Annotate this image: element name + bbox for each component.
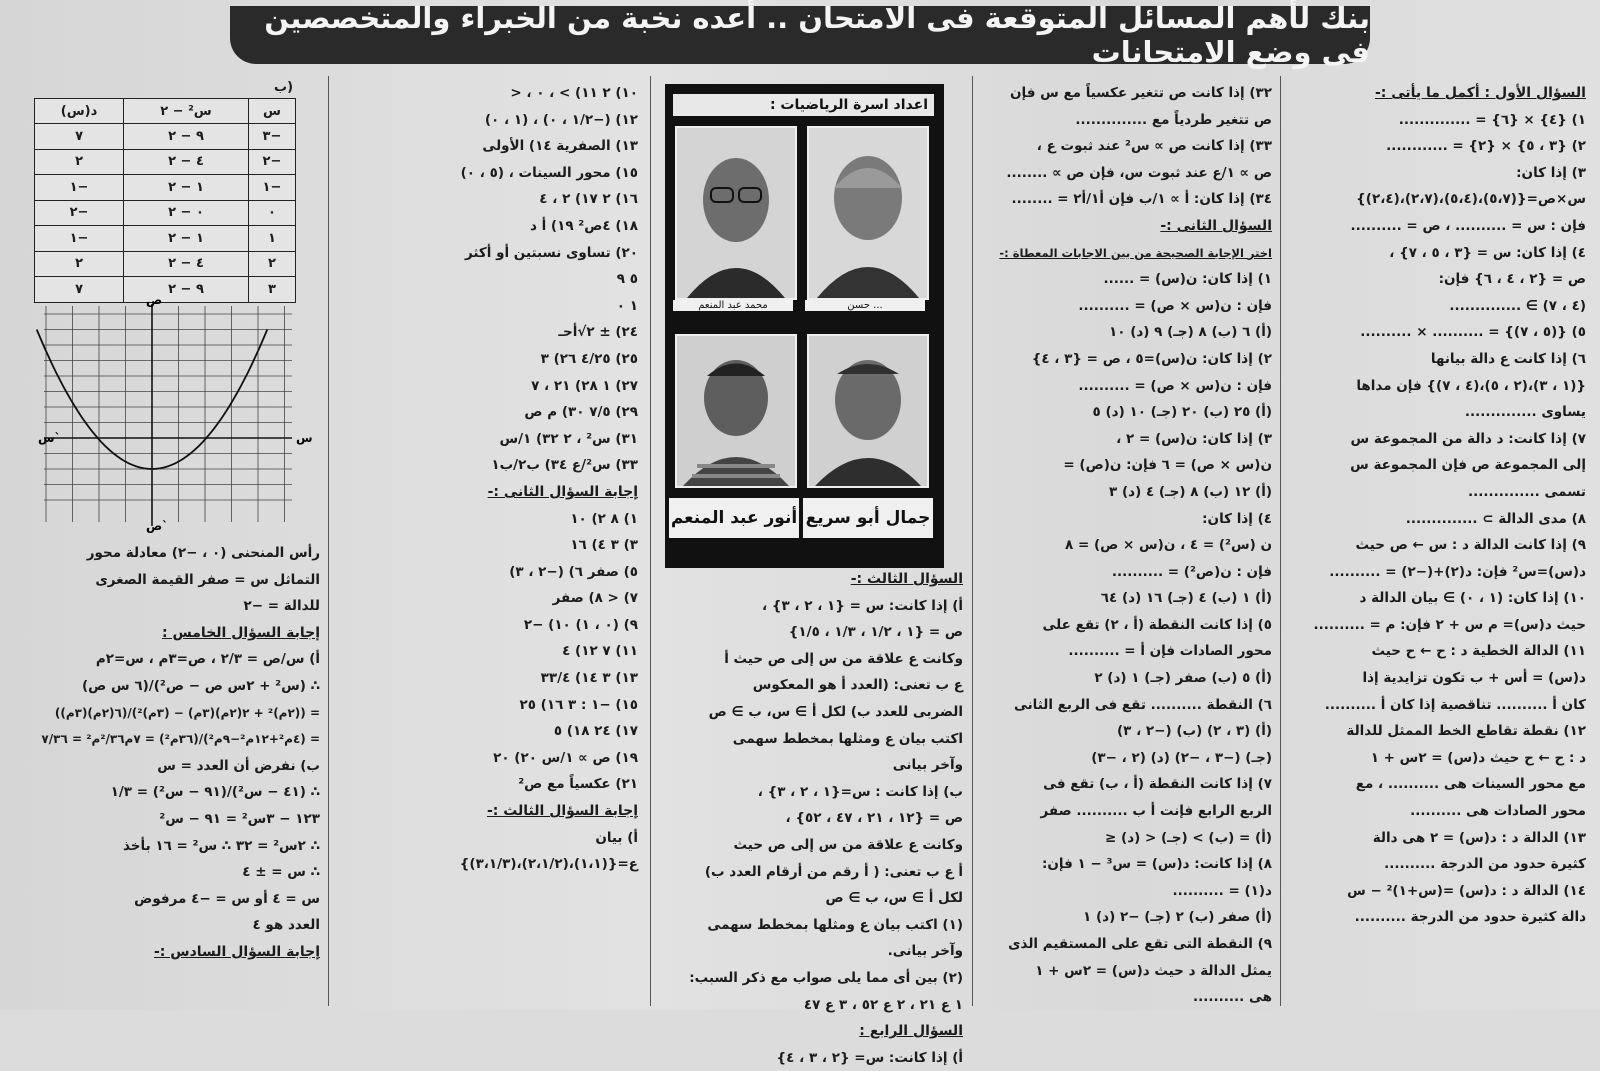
text-line: للدالة = −٢ bbox=[243, 598, 320, 615]
text-line: (أ) (٣ ، ٢) (ب) (−٢ ، ٣) bbox=[1116, 723, 1272, 740]
text-line: {(١ ، ٣)،(٢ ، ٥)،(٤ ، ٧)} فإن مداها bbox=[1356, 377, 1586, 394]
authors-photo-box bbox=[665, 84, 944, 568]
table-cell: ٩ − ٢ bbox=[124, 277, 249, 303]
text-line: د(١) = .......... bbox=[1172, 882, 1272, 899]
text-line: السؤال الأول : أكمل ما يأتى :- bbox=[1374, 85, 1586, 101]
author-name-left: أنور عبد المنعم bbox=[669, 498, 799, 538]
column-rule bbox=[1280, 76, 1281, 1006]
text-line: هى .......... bbox=[1192, 989, 1272, 1006]
text-line: ١٧) ٢٤ ١٨) ٥ bbox=[553, 723, 638, 740]
text-line: ١١) الدالة الخطية د : ح ← ح حيث bbox=[1371, 643, 1586, 660]
text-line: ب) نفرض أن العدد = س bbox=[157, 757, 320, 774]
text-line: (أ) ٦ (ب) ٨ (جـ) ٩ (د) ١٠ bbox=[1109, 324, 1272, 341]
text-line: (أ) ٢٥ (ب) ٢٠ (جـ) ١٠ (د) ٥ bbox=[1092, 404, 1272, 421]
table-cell: ٣ bbox=[248, 277, 295, 303]
text-line: دالة كثيرة حدود من الدرجة .......... bbox=[1354, 909, 1586, 926]
text-line: ٨) إذا كانت: د(س) = س³ − ١ فإن: bbox=[1041, 856, 1272, 873]
text-line: الضربى للعدد ب) لكل أ ∋ س، ب ∋ ص bbox=[708, 703, 963, 720]
text-line: (٤ ، ٧) ∋ .............. bbox=[1449, 297, 1586, 314]
text-line: ٥) {(٥ ، ٧)} = .......... × .......... bbox=[1360, 324, 1586, 341]
column-question-three bbox=[665, 566, 963, 1066]
text-line: ١٠) إذا كان: (١ ، ٠) ∋ بيان الدالة د bbox=[1359, 590, 1586, 607]
text-line: ٣٣) إذا كانت ص ∝ س² عند ثبوت ع ، bbox=[1036, 138, 1272, 155]
y-axis-negative-label: ص` bbox=[146, 519, 169, 533]
text-line: ١٢) (−١/٢ ، ٠) ، (١ ، ٠) bbox=[484, 111, 638, 128]
text-line: ٢٤) ± ٢√أحـ bbox=[558, 324, 638, 341]
text-line: أ) بيان bbox=[595, 829, 638, 846]
text-line: ن(س × ص) = ٦ فإن: ن(ص) = bbox=[1063, 457, 1272, 474]
table-row bbox=[35, 124, 296, 150]
text-line: ١٨) ٤ص² ١٩) أ د bbox=[529, 217, 638, 234]
text-line: د(س)=س² فإن: د(٢)+(−٢) = .......... bbox=[1329, 563, 1586, 580]
text-line: السؤال الثالث :- bbox=[850, 571, 963, 587]
text-line: ١ ٠ bbox=[616, 297, 638, 314]
text-line: كثيرة حدود من الدرجة .......... bbox=[1384, 856, 1586, 873]
table-row bbox=[35, 200, 296, 226]
text-line: ١٣) الصفرية ١٤) الأولى bbox=[482, 138, 638, 155]
column-question-one bbox=[1290, 80, 1586, 1005]
column-question-two bbox=[980, 80, 1272, 1005]
text-line: ٩) النقطة التى تقع على المستقيم الذى bbox=[1008, 936, 1272, 952]
portrait-icon bbox=[809, 336, 927, 486]
text-line: مع محور السينات هى .......... ، مع bbox=[1355, 776, 1586, 793]
x-axis-negative-label: س` bbox=[38, 431, 61, 445]
table-cell: ٧ bbox=[35, 124, 124, 150]
table-cell: ٤ − ٢ bbox=[124, 251, 249, 277]
text-line: (أ) = (ب) > (جـ) < (د) ≤ bbox=[1105, 829, 1272, 846]
text-line: ١٥) −١ : ٣ ١٦) ٢٥ bbox=[519, 696, 638, 713]
text-line: إجابة السؤال الثالث :- bbox=[486, 803, 638, 820]
x-axis-label: س bbox=[296, 431, 313, 445]
table-cell: ٤ − ٢ bbox=[124, 149, 249, 175]
text-line: ∴ (٤١ − س²)/(٩١ − س²) = ١/٣ bbox=[110, 784, 320, 801]
text-line: ٢٧) ١ ٢٨) ٢١ ، ٧ bbox=[531, 377, 638, 394]
text-line: ١) {٤} × {٦} = .............. bbox=[1398, 111, 1586, 128]
text-line: س×ص={(٥،٧)،(٥،٤)،(٢،٧)،(٢،٤)} bbox=[1356, 191, 1586, 208]
text-line: ٣) إذا كان: bbox=[1516, 164, 1586, 181]
text-line: ٣) إذا كان: ن(س) = ٢ ، bbox=[1116, 430, 1272, 447]
values-table bbox=[34, 98, 296, 303]
text-line: ٢١) عكسياً مع ص² bbox=[518, 776, 638, 793]
text-line: ٧) إذا كانت: د دالة من المجموعة س bbox=[1350, 430, 1586, 447]
column-rule bbox=[328, 76, 329, 1006]
text-line: فإن : ن(ص²) = .......... bbox=[1111, 563, 1272, 580]
text-line: إجابة السؤال الثانى :- bbox=[487, 483, 638, 500]
text-line: إجابة السؤال الخامس : bbox=[162, 624, 320, 641]
table-cell: −٢ bbox=[35, 200, 124, 226]
text-line: ∴ س = ± ٤ bbox=[242, 864, 320, 881]
text-line: ٧) إذا كانت النقطة (أ ، ب) تقع فى bbox=[1043, 776, 1272, 793]
text-line: ١٩) ص ∝ ١/س ٢٠) ٢٠ bbox=[493, 749, 638, 766]
text-line: (أ) ٥ (ب) صفر (جـ) ١ (د) ٢ bbox=[1094, 670, 1272, 687]
text-line: ٤) إذا كان: س = {٣ ، ٥ ، ٧} ، bbox=[1389, 244, 1586, 261]
column-answers-left bbox=[30, 540, 320, 1005]
table-cell: ٠ − ٢ bbox=[124, 200, 249, 226]
text-line: (أ) صفر (ب) ٢ (جـ) −٢ (د) ١ bbox=[1083, 909, 1272, 926]
text-line: أ ع ب تعنى: ( أ رقم من أرقام العدد ب) bbox=[704, 863, 963, 880]
text-line: ٣٤) إذا كان: أ ∝ ١/ب فإن أ١/أ٢ = ........ bbox=[1011, 191, 1272, 208]
table-header-row bbox=[35, 99, 296, 124]
text-line: محور الصادات فإن أ = .......... bbox=[1068, 643, 1272, 660]
text-line: (أ) ١ (ب) ٤ (جـ) ١٦ (د) ٦٤ bbox=[1100, 590, 1272, 607]
portrait-icon bbox=[809, 128, 927, 298]
text-line: لكل أ ∋ س، ب ∋ ص bbox=[825, 890, 963, 907]
text-line: ٢٥) ٤/٢٥ ٢٦) ٣ bbox=[540, 350, 638, 367]
text-line: أ) س/ص = ٢/٣ ، ص=٣م ، س=٢م bbox=[95, 651, 320, 668]
text-line: (١) اكتب بيان ع ومثلها بمخطط سهمى bbox=[707, 916, 963, 933]
table-cell: ٢ bbox=[248, 251, 295, 277]
portrait-icon bbox=[677, 336, 795, 486]
text-line: ص = {١٢ ، ٢١ ، ٤٧ ، ٥٢} ، bbox=[785, 810, 963, 827]
authors-header: اعداد اسرة الرياضيات : bbox=[673, 94, 934, 116]
text-line: العدد هو ٤ bbox=[252, 917, 320, 934]
table-row bbox=[35, 175, 296, 201]
table-header: س bbox=[248, 99, 295, 124]
text-line: ٤) إذا كان: bbox=[1202, 510, 1272, 527]
text-line: ١٦) ٢ ١٧) ٢ ، ٤ bbox=[539, 191, 638, 208]
table-cell: ٢ bbox=[35, 251, 124, 277]
text-line: ٩) إذا كانت الدالة د : س ← ص حيث bbox=[1355, 537, 1586, 554]
text-line: ١٣) ٣ ١٤) ٣٣/٤ bbox=[540, 670, 638, 687]
text-line: د(س) = أس + ب تكون تزايدية إذا bbox=[1362, 670, 1586, 687]
author-photo bbox=[675, 126, 797, 300]
text-line: = ((٢م)² + ٢(٢م)(٣م) − (٣م)²)/(٦(٢م)(٣م)) bbox=[54, 705, 320, 720]
table-cell: ٠ bbox=[248, 200, 295, 226]
text-line: (أ) ١٢ (ب) ٨ (جـ) ٤ (د) ٣ bbox=[1109, 483, 1272, 500]
text-line: ٥) إذا كانت النقطة (أ ، ٢) تقع على bbox=[1042, 616, 1272, 633]
text-line: ١٣) الدالة د : د(س) = ٢ هى دالة bbox=[1372, 829, 1586, 846]
text-line: إلى المجموعة ص فإن المجموعة س bbox=[1350, 457, 1586, 474]
text-line: ١) إذا كان: ن(س) = ...... bbox=[1103, 271, 1272, 288]
table-cell: ١ − ٢ bbox=[124, 226, 249, 252]
part-b-label: ب) bbox=[274, 80, 294, 95]
text-line: كان أ .......... تناقصية إذا كان أ .......... bbox=[1324, 696, 1586, 713]
text-line: س = ٤ أو س = −٤ مرفوض bbox=[134, 890, 320, 907]
text-line: ٩) (٠ ، ١) ١٠) −٢ bbox=[523, 616, 638, 633]
text-line: ١٢) نقطة تقاطع الخط الممثل للدالة bbox=[1346, 723, 1586, 740]
text-line: ٧) < ٨) صفر bbox=[552, 590, 638, 607]
text-line: إجابة السؤال السادس :- bbox=[153, 943, 320, 960]
text-line: ص تتغير طردياً مع .............. bbox=[1075, 111, 1272, 128]
parabola-graph bbox=[34, 293, 313, 533]
author-photo bbox=[807, 126, 929, 300]
portrait-icon bbox=[677, 128, 795, 298]
text-line: ٢) {٣ ، ٥} × {٢} = ............ bbox=[1386, 138, 1586, 155]
table-cell: −١ bbox=[248, 175, 295, 201]
text-line: ٨) مدى الدالة ⊃ .............. bbox=[1405, 510, 1586, 527]
text-line: وكانت ع علاقة من س إلى ص حيث bbox=[733, 836, 963, 853]
author-photo bbox=[807, 334, 929, 488]
text-line: ص ∝ ١/ع عند ثبوت س، فإن ص ∝ ........ bbox=[1006, 164, 1272, 181]
table-row bbox=[35, 149, 296, 175]
text-line: ١ ع ٢١ ، ٢ ع ٥٢ ، ٣ ع ٤٧ bbox=[803, 996, 963, 1013]
text-line: أ) إذا كانت: س= {٢ ، ٣ ، ٤} bbox=[776, 1049, 963, 1066]
table-cell: −١ bbox=[35, 226, 124, 252]
text-line: ٢) إذا كان: ن(س)=٥ ، ص = {٣ ، ٤} bbox=[1031, 350, 1272, 367]
author-photo bbox=[675, 334, 797, 488]
table-cell: −٣ bbox=[248, 124, 295, 150]
page-banner: بنك لأهم المسائل المتوقعة فى الامتحان .. أعده نخبة من الخبراء والمتخصصين فى وضع الامتحانات bbox=[230, 6, 1370, 64]
text-line: اكتب بيان ع ومثلها بمخطط سهمى bbox=[732, 730, 963, 747]
table-cell: ٧ bbox=[35, 277, 124, 303]
text-line: ١٤) الدالة د : د(س) =(س+١)² − س bbox=[1347, 882, 1586, 899]
text-line: وآخر بيانى bbox=[892, 757, 963, 774]
text-line: حيث د(س)= م س + ٢ فإن: م = .......... bbox=[1313, 616, 1586, 633]
text-line: السؤال الرابع : bbox=[859, 1023, 963, 1040]
table-cell: ١ − ٢ bbox=[124, 175, 249, 201]
table-cell: −٢ bbox=[248, 149, 295, 175]
y-axis-label: ص bbox=[146, 293, 163, 307]
text-line: ب) إذا كانت : س={١ ، ٢ ، ٣} ، bbox=[757, 783, 963, 800]
column-answers bbox=[338, 80, 638, 1005]
text-line: ١) ٨ ٢) ١٠ bbox=[570, 510, 638, 527]
text-line: (جـ) (−٣ ، −٢) (د) (٢ ، −٣) bbox=[1091, 749, 1272, 766]
text-line: ص = {٢ ، ٤ ، ٦} فإن: bbox=[1438, 271, 1586, 288]
text-line: رأس المنحنى (٠ ، −٢) معادلة محور bbox=[86, 545, 320, 561]
text-line: ٥) صفر ٦) (−٢ ، ٣) bbox=[509, 563, 638, 580]
table-cell: −١ bbox=[35, 175, 124, 201]
text-line: فإن : ن(س × ص) = .......... bbox=[1078, 297, 1272, 314]
author-name-right: جمال أبو سريع bbox=[803, 498, 933, 538]
text-line: ٢٠) تساوى نسبتين أو أكثر bbox=[465, 244, 638, 261]
text-line: التماثل س = صفر القيمة الصغرى bbox=[95, 571, 320, 588]
author-caption: محمد عبد المنعم bbox=[673, 300, 793, 311]
text-line: ٦) النقطة .......... تقع فى الربع الثانى bbox=[1013, 696, 1272, 713]
text-line: د : ح ← ح حيث د(س) = ٢س + ١ bbox=[1370, 749, 1586, 766]
text-line: ∴ (س² + ٢س ص − ص²)/(٦ س ص) bbox=[82, 677, 320, 694]
table-header: س² − ٢ bbox=[124, 99, 249, 124]
text-line: الربع الرابع فإنت أ ب .......... صفر bbox=[1040, 803, 1272, 820]
text-line: ١١) ٧ ١٢) ٤ bbox=[562, 643, 638, 660]
author-caption: ... حسن bbox=[805, 300, 925, 311]
text-line: ن (س²) = ٤ ، ن(س × ص) = ٨ bbox=[1065, 537, 1272, 554]
text-line: (٢) بين أى مما يلى صواب مع ذكر السبب: bbox=[689, 969, 963, 986]
table-header: د(س) bbox=[35, 99, 124, 124]
text-line: ٣٢) إذا كانت ص تتغير عكسياً مع س فإن bbox=[1009, 85, 1272, 101]
text-line: ١٠) ٢ ١١) > ، ٠ ، < bbox=[510, 85, 638, 101]
table-row bbox=[35, 226, 296, 252]
text-line: محور الصادات هى .......... bbox=[1410, 803, 1586, 820]
text-line: يساوى .............. bbox=[1464, 404, 1586, 421]
text-line: أ) إذا كانت: س = {١ ، ٢ ، ٣} ، bbox=[762, 597, 963, 614]
text-line: ١٢٣ − ٣س² = ٩١ − س² bbox=[159, 810, 320, 827]
column-rule bbox=[972, 76, 973, 1006]
text-line: = (٤م²+١٢م²−٩م²)/(٣٦م²) = ٧م²/٣٦م² = ٧/٣٦ bbox=[41, 732, 320, 747]
text-line: السؤال الثانى :- bbox=[1160, 217, 1272, 234]
table-row bbox=[35, 251, 296, 277]
text-line: ٢٩) ٧/٥ ٣٠) م ص bbox=[524, 404, 638, 421]
table-cell: ١ bbox=[248, 226, 295, 252]
text-line: ٥ ٩ bbox=[616, 271, 638, 288]
text-line: ع={(١،١)،(٢،١/٢)،(٣،١/٣)} bbox=[459, 856, 638, 873]
table-cell: ٢ bbox=[35, 149, 124, 175]
table-cell: ٩ − ٢ bbox=[124, 124, 249, 150]
text-line: ع ب تعنى: (العدد أ هو المعكوس bbox=[752, 677, 963, 694]
text-line: يمثل الدالة د حيث د(س) = ٢س + ١ bbox=[1035, 962, 1272, 979]
text-line: ص = {١ ، ١/٢ ، ١/٣ ، ١/٥} bbox=[788, 624, 963, 641]
text-line: ٣١) س² ، ٢ ٣٢) ١/س bbox=[499, 430, 638, 447]
text-line: ٦) إذا كانت ع دالة بيانها bbox=[1430, 350, 1586, 367]
text-line: ٣) ٣ ٤) ١٦ bbox=[570, 537, 638, 554]
text-line: فإن : س = .......... ، ص = .......... bbox=[1350, 217, 1586, 234]
text-line: فإن : ن(س × ص) = .......... bbox=[1078, 377, 1272, 394]
column-rule bbox=[650, 76, 651, 1006]
text-line: ١٥) محور السينات ، (٥ ، ٠) bbox=[460, 164, 638, 181]
text-line: وآخر بيانى. bbox=[887, 943, 963, 960]
text-line: ٣٣) س²/ع ٣٤) ب٢/ب١ bbox=[491, 457, 638, 474]
text-line: اختر الإجابة الصحيحة من بين الاجابات المعطاة :- bbox=[999, 245, 1272, 260]
text-line: وكانت ع علاقة من س إلى ص حيث أ bbox=[724, 650, 963, 667]
text-line: ∴ ٢س² = ٣٢ ∴ س² = ١٦ بأخذ bbox=[122, 837, 320, 854]
text-line: تسمى .............. bbox=[1467, 483, 1586, 500]
